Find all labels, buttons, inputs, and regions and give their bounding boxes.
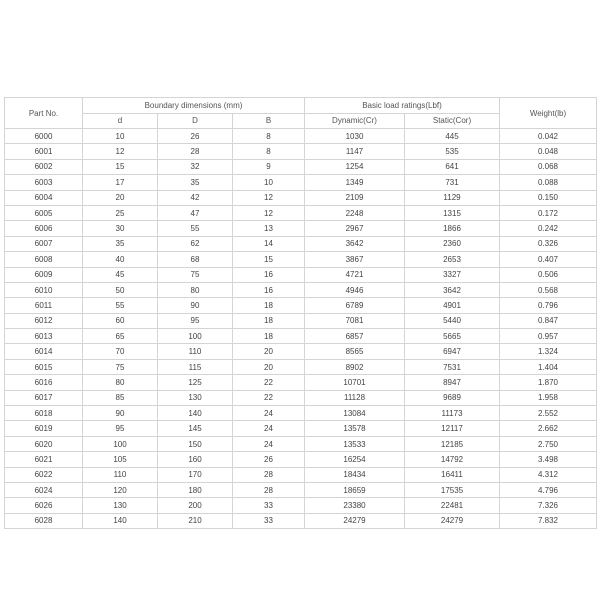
d-cell: 95 (83, 421, 158, 436)
part-no-cell: 6000 (5, 129, 83, 144)
B-cell: 28 (233, 482, 305, 497)
dynamic-cell: 8902 (305, 359, 405, 374)
dynamic-cell: 13533 (305, 436, 405, 451)
B-cell: 24 (233, 406, 305, 421)
d-cell: 105 (83, 452, 158, 467)
D-cell: 130 (158, 390, 233, 405)
B-cell: 8 (233, 129, 305, 144)
B-cell: 33 (233, 498, 305, 513)
static-cell: 22481 (405, 498, 500, 513)
dynamic-cell: 18434 (305, 467, 405, 482)
dynamic-cell: 2109 (305, 190, 405, 205)
dynamic-cell: 8565 (305, 344, 405, 359)
D-cell: 200 (158, 498, 233, 513)
dynamic-cell: 7081 (305, 313, 405, 328)
dynamic-cell: 13084 (305, 406, 405, 421)
table-row (5, 267, 597, 282)
part-no-cell: 6010 (5, 282, 83, 297)
header-boundary-dimensions: Boundary dimensions (mm) (83, 98, 305, 114)
static-cell: 5665 (405, 329, 500, 344)
static-cell: 1129 (405, 190, 500, 205)
part-no-cell: 6002 (5, 159, 83, 174)
weight-cell: 1.324 (500, 344, 597, 359)
static-cell: 445 (405, 129, 500, 144)
table-row (5, 298, 597, 313)
D-cell: 26 (158, 129, 233, 144)
part-no-cell: 6018 (5, 406, 83, 421)
static-cell: 11173 (405, 406, 500, 421)
d-cell: 130 (83, 498, 158, 513)
table-row (5, 390, 597, 405)
B-cell: 18 (233, 298, 305, 313)
dynamic-cell: 6857 (305, 329, 405, 344)
weight-cell: 1.958 (500, 390, 597, 405)
d-cell: 60 (83, 313, 158, 328)
static-cell: 16411 (405, 467, 500, 482)
dynamic-cell: 4946 (305, 282, 405, 297)
D-cell: 125 (158, 375, 233, 390)
part-no-cell: 6013 (5, 329, 83, 344)
part-no-cell: 6014 (5, 344, 83, 359)
D-cell: 90 (158, 298, 233, 313)
table-row (5, 282, 597, 297)
static-cell: 17535 (405, 482, 500, 497)
d-cell: 75 (83, 359, 158, 374)
D-cell: 160 (158, 452, 233, 467)
D-cell: 55 (158, 221, 233, 236)
table-row (5, 236, 597, 251)
dynamic-cell: 23380 (305, 498, 405, 513)
part-no-cell: 6016 (5, 375, 83, 390)
table-row (5, 359, 597, 374)
table-row (5, 436, 597, 451)
table-row (5, 421, 597, 436)
table-row (5, 452, 597, 467)
D-cell: 75 (158, 267, 233, 282)
d-cell: 55 (83, 298, 158, 313)
bearing-spec-table (4, 97, 597, 529)
static-cell: 12185 (405, 436, 500, 451)
header-dynamic: Dynamic(Cr) (305, 113, 405, 129)
B-cell: 22 (233, 390, 305, 405)
weight-cell: 0.088 (500, 175, 597, 190)
static-cell: 3327 (405, 267, 500, 282)
weight-cell: 2.750 (500, 436, 597, 451)
part-no-cell: 6008 (5, 252, 83, 267)
dynamic-cell: 16254 (305, 452, 405, 467)
d-cell: 85 (83, 390, 158, 405)
dynamic-cell: 10701 (305, 375, 405, 390)
table-row (5, 190, 597, 205)
weight-cell: 3.498 (500, 452, 597, 467)
d-cell: 10 (83, 129, 158, 144)
dynamic-cell: 3867 (305, 252, 405, 267)
weight-cell: 0.796 (500, 298, 597, 313)
dynamic-cell: 18659 (305, 482, 405, 497)
weight-cell: 0.326 (500, 236, 597, 251)
part-no-cell: 6015 (5, 359, 83, 374)
static-cell: 8947 (405, 375, 500, 390)
d-cell: 120 (83, 482, 158, 497)
header-d: d (83, 113, 158, 129)
part-no-cell: 6001 (5, 144, 83, 159)
static-cell: 2360 (405, 236, 500, 251)
D-cell: 210 (158, 513, 233, 528)
B-cell: 26 (233, 452, 305, 467)
weight-cell: 4.796 (500, 482, 597, 497)
weight-cell: 7.832 (500, 513, 597, 528)
table-row (5, 159, 597, 174)
static-cell: 731 (405, 175, 500, 190)
dynamic-cell: 4721 (305, 267, 405, 282)
weight-cell: 7.326 (500, 498, 597, 513)
B-cell: 10 (233, 175, 305, 190)
part-no-cell: 6026 (5, 498, 83, 513)
d-cell: 50 (83, 282, 158, 297)
header-row-top (5, 98, 597, 114)
D-cell: 47 (158, 205, 233, 220)
B-cell: 33 (233, 513, 305, 528)
static-cell: 9689 (405, 390, 500, 405)
D-cell: 140 (158, 406, 233, 421)
bearing-spec-table-container (4, 97, 596, 529)
D-cell: 32 (158, 159, 233, 174)
B-cell: 20 (233, 344, 305, 359)
part-no-cell: 6021 (5, 452, 83, 467)
B-cell: 9 (233, 159, 305, 174)
d-cell: 70 (83, 344, 158, 359)
d-cell: 12 (83, 144, 158, 159)
D-cell: 110 (158, 344, 233, 359)
part-no-cell: 6019 (5, 421, 83, 436)
d-cell: 140 (83, 513, 158, 528)
B-cell: 15 (233, 252, 305, 267)
B-cell: 16 (233, 282, 305, 297)
d-cell: 15 (83, 159, 158, 174)
D-cell: 100 (158, 329, 233, 344)
table-row (5, 406, 597, 421)
part-no-cell: 6007 (5, 236, 83, 251)
D-cell: 62 (158, 236, 233, 251)
D-cell: 35 (158, 175, 233, 190)
table-row (5, 513, 597, 528)
weight-cell: 0.568 (500, 282, 597, 297)
part-no-cell: 6020 (5, 436, 83, 451)
table-row (5, 129, 597, 144)
dynamic-cell: 11128 (305, 390, 405, 405)
table-header (5, 98, 597, 129)
part-no-cell: 6017 (5, 390, 83, 405)
part-no-cell: 6004 (5, 190, 83, 205)
static-cell: 5440 (405, 313, 500, 328)
B-cell: 20 (233, 359, 305, 374)
static-cell: 1315 (405, 205, 500, 220)
static-cell: 1866 (405, 221, 500, 236)
part-no-cell: 6028 (5, 513, 83, 528)
dynamic-cell: 1030 (305, 129, 405, 144)
weight-cell: 2.552 (500, 406, 597, 421)
table-row (5, 313, 597, 328)
static-cell: 14792 (405, 452, 500, 467)
d-cell: 25 (83, 205, 158, 220)
table-body (5, 129, 597, 529)
B-cell: 24 (233, 421, 305, 436)
table-row (5, 252, 597, 267)
weight-cell: 0.172 (500, 205, 597, 220)
header-B: B (233, 113, 305, 129)
d-cell: 100 (83, 436, 158, 451)
D-cell: 68 (158, 252, 233, 267)
B-cell: 18 (233, 329, 305, 344)
weight-cell: 0.957 (500, 329, 597, 344)
part-no-cell: 6024 (5, 482, 83, 497)
part-no-cell: 6003 (5, 175, 83, 190)
weight-cell: 0.506 (500, 267, 597, 282)
table-row (5, 175, 597, 190)
header-static: Static(Cor) (405, 113, 500, 129)
weight-cell: 0.847 (500, 313, 597, 328)
D-cell: 80 (158, 282, 233, 297)
weight-cell: 4.312 (500, 467, 597, 482)
dynamic-cell: 1349 (305, 175, 405, 190)
D-cell: 150 (158, 436, 233, 451)
B-cell: 12 (233, 205, 305, 220)
dynamic-cell: 2248 (305, 205, 405, 220)
static-cell: 24279 (405, 513, 500, 528)
weight-cell: 2.662 (500, 421, 597, 436)
table-row (5, 329, 597, 344)
d-cell: 20 (83, 190, 158, 205)
table-row (5, 205, 597, 220)
table-row (5, 375, 597, 390)
part-no-cell: 6009 (5, 267, 83, 282)
weight-cell: 0.068 (500, 159, 597, 174)
dynamic-cell: 6789 (305, 298, 405, 313)
B-cell: 8 (233, 144, 305, 159)
table-row (5, 221, 597, 236)
B-cell: 14 (233, 236, 305, 251)
d-cell: 65 (83, 329, 158, 344)
B-cell: 16 (233, 267, 305, 282)
D-cell: 180 (158, 482, 233, 497)
static-cell: 6947 (405, 344, 500, 359)
static-cell: 7531 (405, 359, 500, 374)
d-cell: 17 (83, 175, 158, 190)
B-cell: 24 (233, 436, 305, 451)
header-weight: Weight(lb) (500, 98, 597, 129)
d-cell: 35 (83, 236, 158, 251)
dynamic-cell: 1254 (305, 159, 405, 174)
weight-cell: 0.242 (500, 221, 597, 236)
D-cell: 28 (158, 144, 233, 159)
dynamic-cell: 3642 (305, 236, 405, 251)
d-cell: 90 (83, 406, 158, 421)
table-row (5, 482, 597, 497)
B-cell: 18 (233, 313, 305, 328)
B-cell: 28 (233, 467, 305, 482)
B-cell: 13 (233, 221, 305, 236)
weight-cell: 0.150 (500, 190, 597, 205)
header-load-ratings: Basic load ratings(Lbf) (305, 98, 500, 114)
header-D: D (158, 113, 233, 129)
weight-cell: 0.042 (500, 129, 597, 144)
part-no-cell: 6011 (5, 298, 83, 313)
part-no-cell: 6022 (5, 467, 83, 482)
d-cell: 40 (83, 252, 158, 267)
part-no-cell: 6012 (5, 313, 83, 328)
table-row (5, 344, 597, 359)
B-cell: 22 (233, 375, 305, 390)
dynamic-cell: 1147 (305, 144, 405, 159)
table-row (5, 144, 597, 159)
dynamic-cell: 2967 (305, 221, 405, 236)
weight-cell: 1.870 (500, 375, 597, 390)
d-cell: 80 (83, 375, 158, 390)
static-cell: 3642 (405, 282, 500, 297)
d-cell: 110 (83, 467, 158, 482)
header-part-no: Part No. (5, 98, 83, 129)
static-cell: 12117 (405, 421, 500, 436)
static-cell: 535 (405, 144, 500, 159)
table-row (5, 467, 597, 482)
weight-cell: 0.048 (500, 144, 597, 159)
D-cell: 145 (158, 421, 233, 436)
weight-cell: 0.407 (500, 252, 597, 267)
part-no-cell: 6006 (5, 221, 83, 236)
dynamic-cell: 13578 (305, 421, 405, 436)
static-cell: 641 (405, 159, 500, 174)
D-cell: 95 (158, 313, 233, 328)
static-cell: 2653 (405, 252, 500, 267)
part-no-cell: 6005 (5, 205, 83, 220)
static-cell: 4901 (405, 298, 500, 313)
D-cell: 115 (158, 359, 233, 374)
D-cell: 42 (158, 190, 233, 205)
D-cell: 170 (158, 467, 233, 482)
B-cell: 12 (233, 190, 305, 205)
dynamic-cell: 24279 (305, 513, 405, 528)
weight-cell: 1.404 (500, 359, 597, 374)
d-cell: 45 (83, 267, 158, 282)
d-cell: 30 (83, 221, 158, 236)
table-row (5, 498, 597, 513)
